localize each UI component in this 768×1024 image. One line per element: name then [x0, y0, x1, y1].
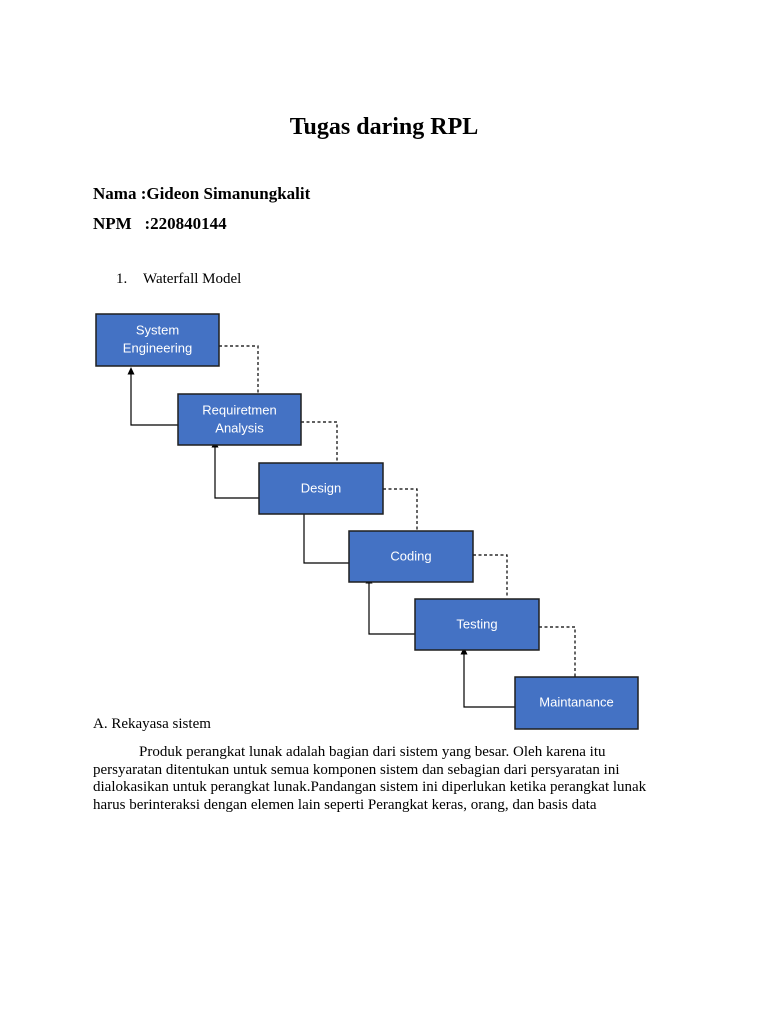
step-label-line2: Engineering	[122, 340, 193, 356]
dashed-connector	[383, 489, 417, 531]
student-npm: NPM :220840144	[93, 214, 227, 233]
step-label: Design	[300, 480, 342, 496]
step-design	[259, 463, 383, 514]
step-label: Coding	[390, 548, 432, 564]
step-label-line1: Requiretmen	[202, 402, 277, 418]
return-arrow	[369, 583, 415, 634]
return-arrow	[215, 447, 259, 498]
dashed-connector	[473, 555, 507, 598]
step-label: Maintanance	[539, 694, 614, 710]
step-label: Testing	[456, 616, 498, 632]
section-paragraph: Produk perangkat lunak adalah bagian dari sistem yang besar. Oleh karena itu persyaratan ditentukan untuk semua komponen sistem dan sebagian dari persyaratan ini dialokasikan untuk perangkat lunak.Pandangan sistem ini diperlukan ketika perangkat lunak harus berinteraksi dengan elemen lain seperti Perangkat keras, orang, dan basis data	[93, 744, 647, 813]
step-system-engineering	[96, 314, 219, 366]
student-name: Nama :Gideon Simanungkalit	[93, 184, 311, 203]
document-title: Tugas daring RPL	[289, 114, 479, 140]
step-maintenance	[515, 677, 638, 729]
step-requirement-analysis	[178, 394, 301, 445]
step-coding	[349, 531, 473, 582]
dashed-connector	[219, 346, 258, 393]
return-arrow	[464, 654, 515, 707]
section-heading: A. Rekayasa sistem	[93, 716, 211, 732]
step-label-line1: System	[135, 322, 180, 338]
return-arrow	[304, 512, 349, 563]
return-arrow	[131, 374, 178, 425]
list-number: 1.	[116, 271, 128, 287]
list-text: Waterfall Model	[143, 271, 242, 287]
step-label-line2: Analysis	[215, 420, 264, 436]
step-testing	[415, 599, 539, 650]
dashed-connector	[301, 422, 337, 463]
dashed-connector	[539, 627, 575, 677]
